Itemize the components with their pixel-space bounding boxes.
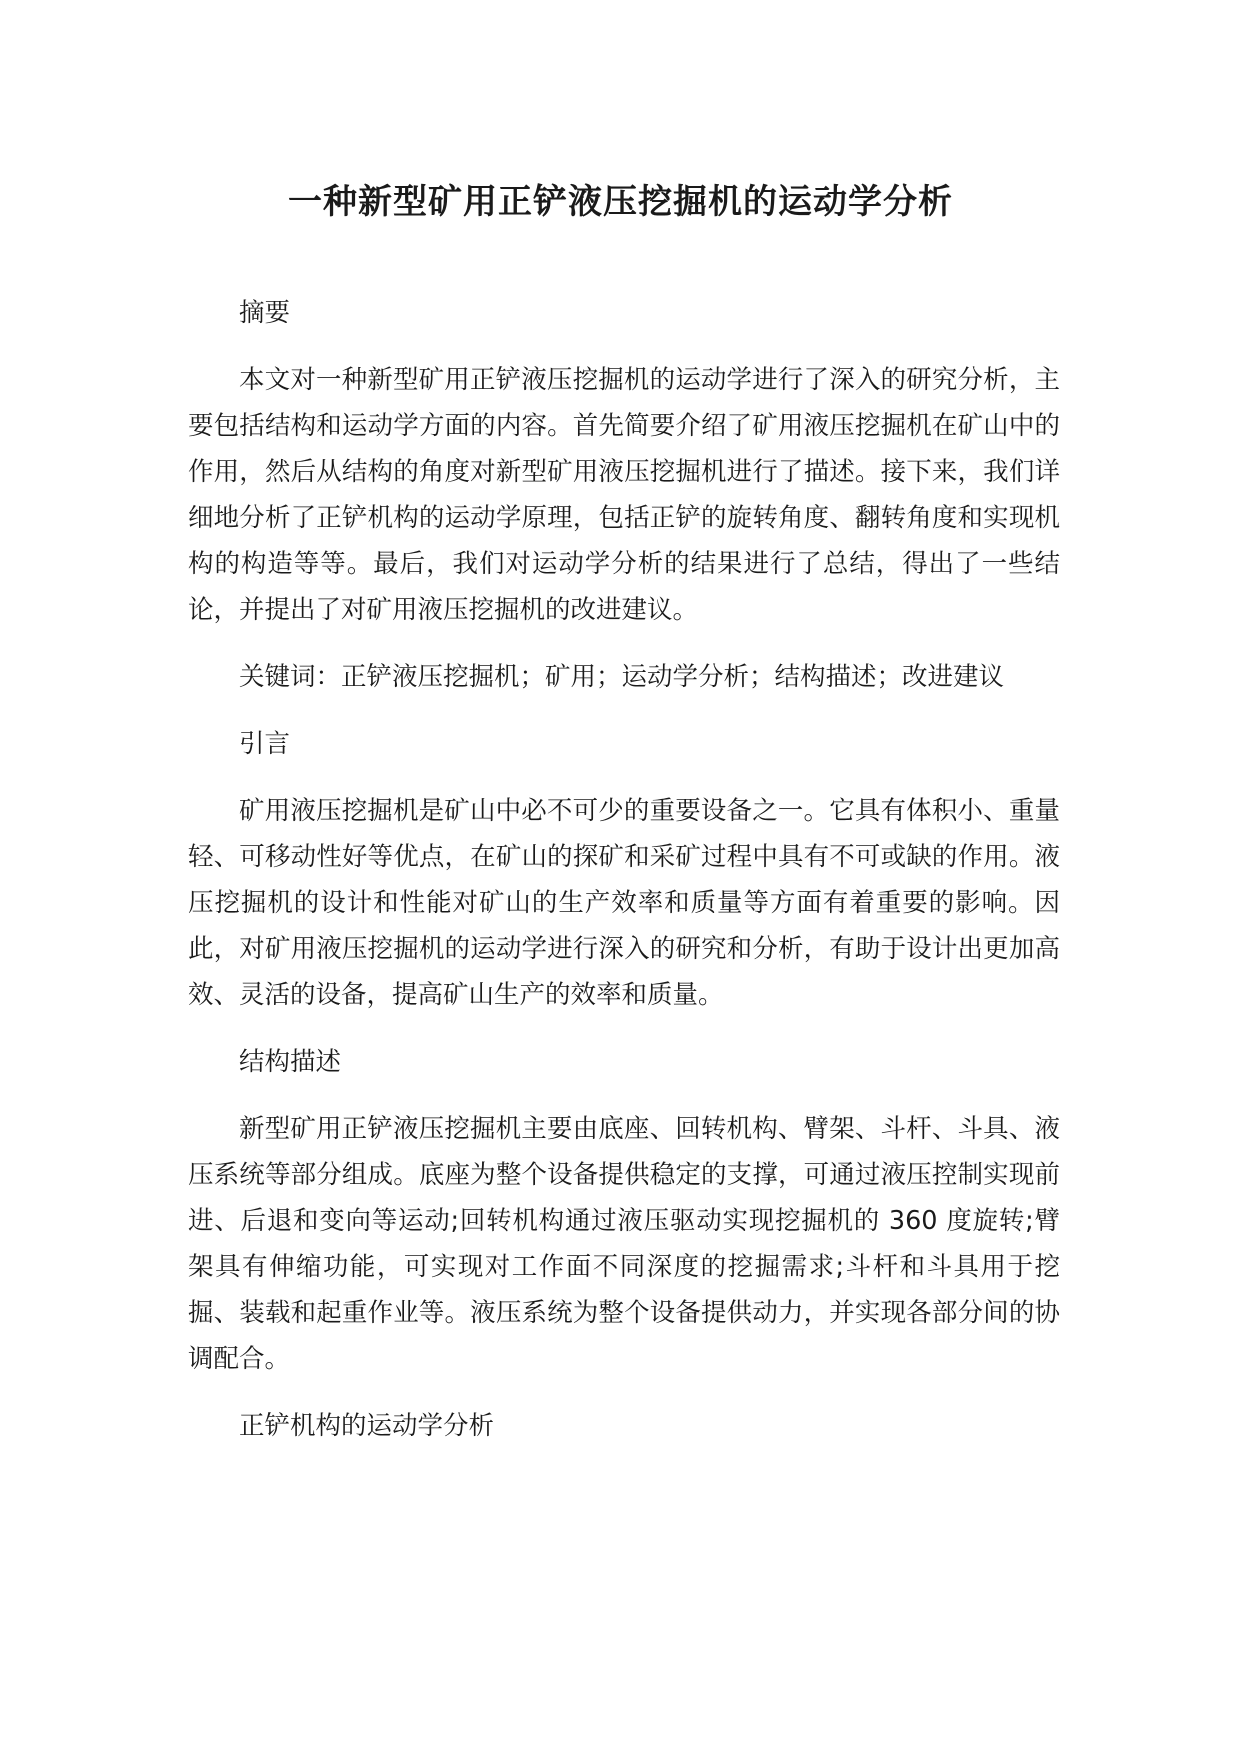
- document-body: [188, 290, 1060, 1470]
- keywords-paragraph: 关键词：正铲液压挖掘机；矿用；运动学分析；结构描述；改进建议: [239, 662, 1005, 692]
- document-title: 一种新型矿用正铲液压挖掘机的运动学分析: [288, 182, 953, 222]
- kinematics-heading: 正铲机构的运动学分析: [239, 1411, 495, 1441]
- structure-paragraph: 新型矿用正铲液压挖掘机主要由底座、回转机构、臂架、斗杆、斗具、液压系统等部分组成。底座为整个设备提供稳定的支撑，可通过液压控制实现前进、后退和变向等运动;回转机构通过液压驱动实现挖掘机的 360 度旋转;臂架具有伸缩功能，可实现对工作面不同深度的挖掘需求;斗杆和斗具用于挖掘、装载和起重作业等。液压系统为整个设备提供动力，并实现各部分间的协调配合。: [188, 1114, 1060, 1374]
- introduction-paragraph: 矿用液压挖掘机是矿山中必不可少的重要设备之一。它具有体积小、重量轻、可移动性好等优点，在矿山的探矿和采矿过程中具有不可或缺的作用。液压挖掘机的设计和性能对矿山的生产效率和质量等方面有着重要的影响。因此，对矿用液压挖掘机的运动学进行深入的研究和分析，有助于设计出更加高效、灵活的设备，提高矿山生产的效率和质量。: [188, 796, 1060, 1010]
- structure-heading: 结构描述: [239, 1047, 342, 1077]
- introduction-heading: 引言: [239, 729, 291, 759]
- abstract-paragraph: 本文对一种新型矿用正铲液压挖掘机的运动学进行了深入的研究分析，主要包括结构和运动学方面的内容。首先简要介绍了矿用液压挖掘机在矿山中的作用，然后从结构的角度对新型矿用液压挖掘机进行了描述。接下来，我们详细地分析了正铲机构的运动学原理，包括正铲的旋转角度、翻转角度和实现机构的构造等等。最后，我们对运动学分析的结果进行了总结，得出了一些结论，并提出了对矿用液压挖掘机的改进建议。: [188, 365, 1060, 625]
- abstract-heading: 摘要: [239, 298, 291, 328]
